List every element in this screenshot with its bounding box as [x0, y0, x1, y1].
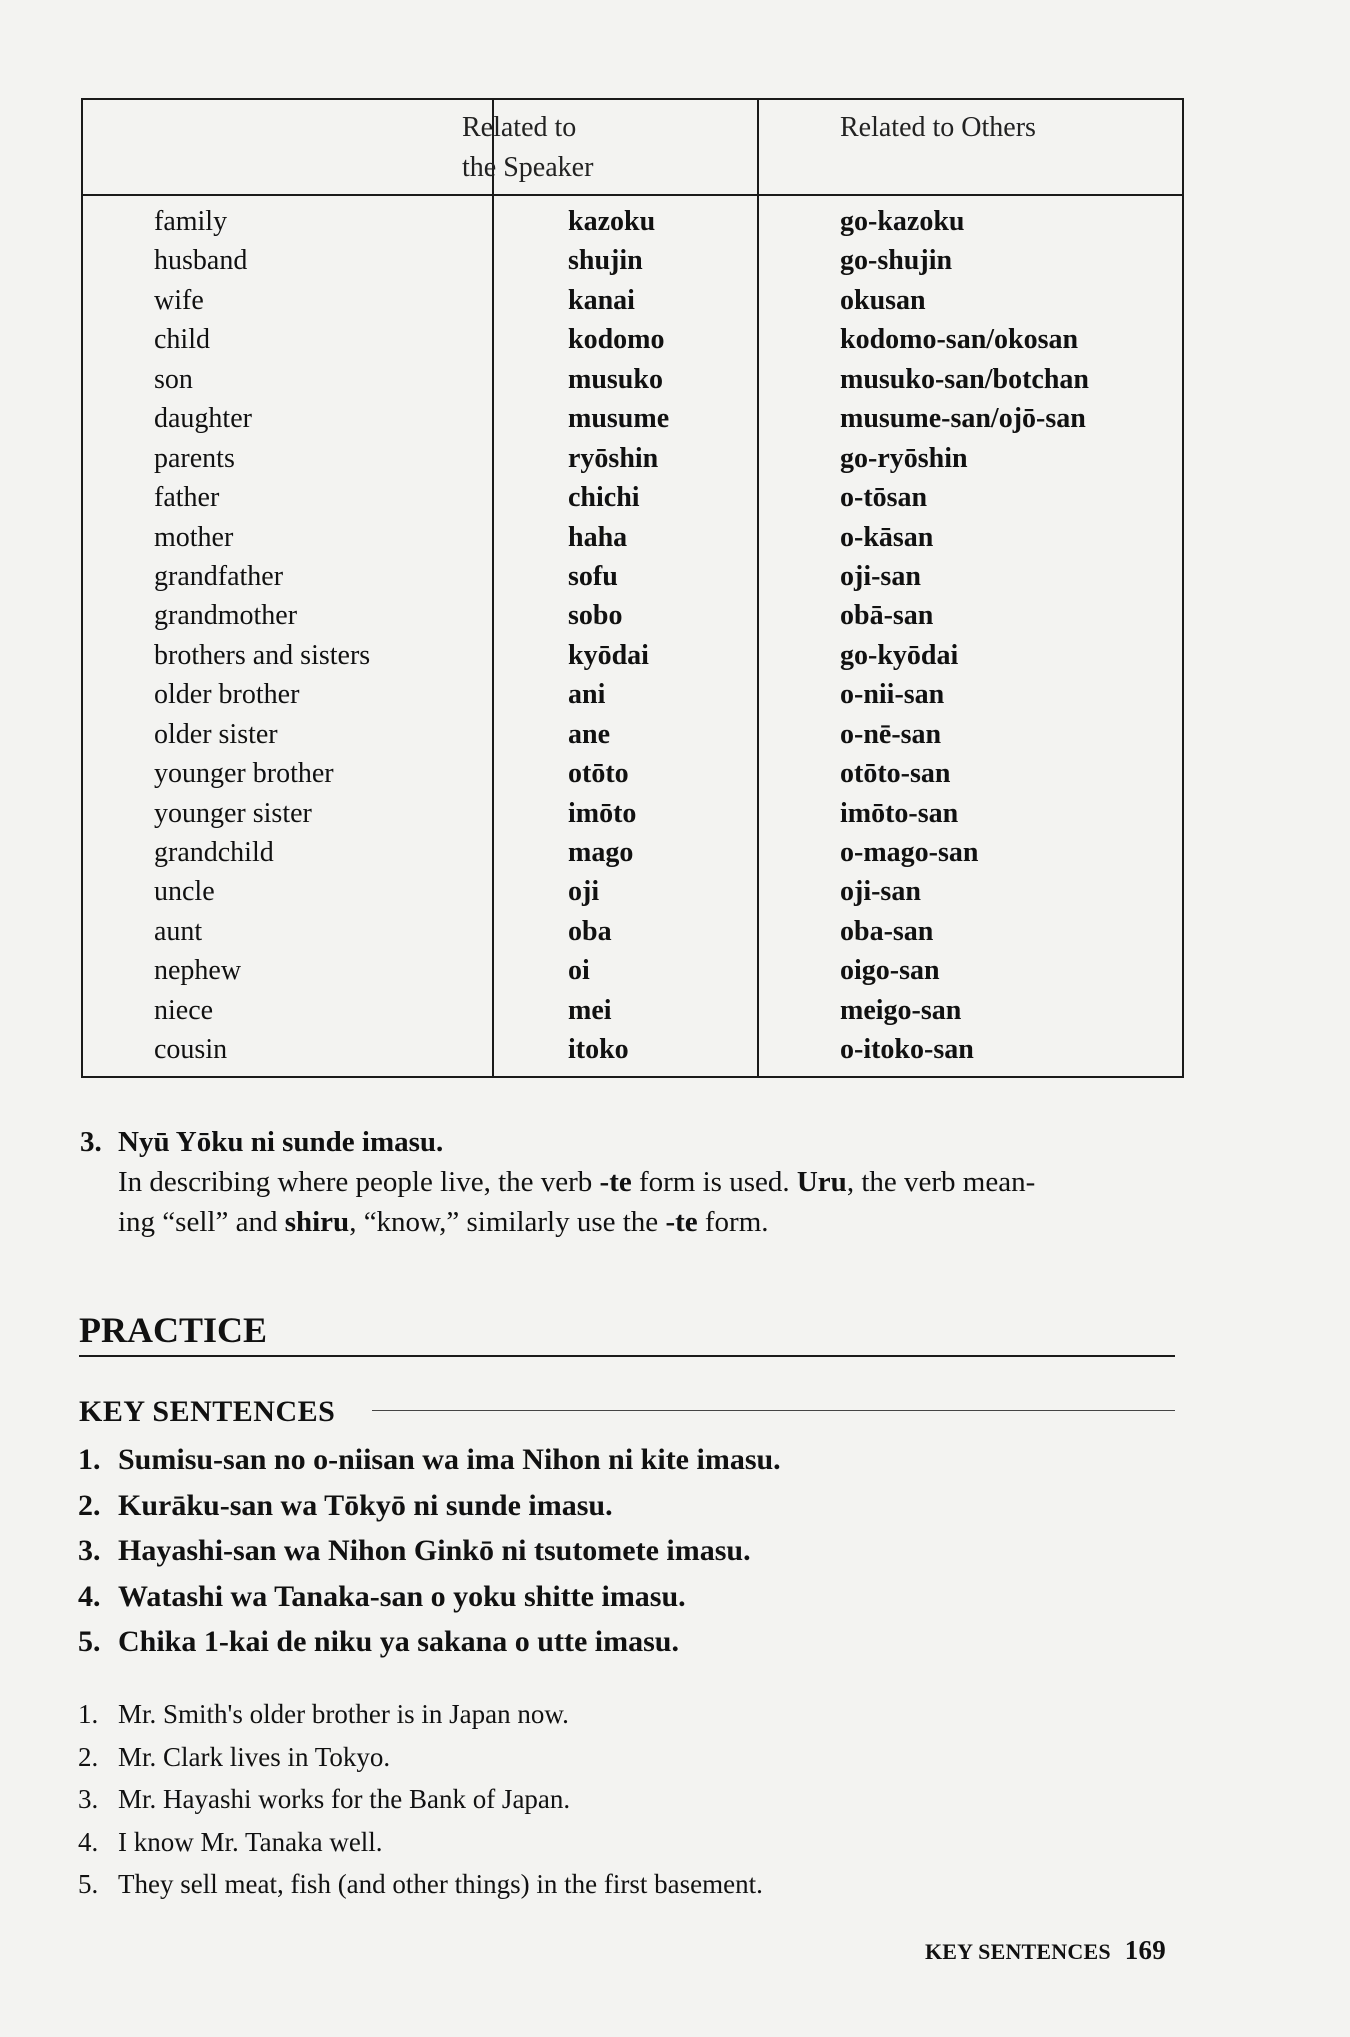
- term-speaker: sofu: [568, 560, 618, 592]
- term-english: brothers and sisters: [154, 639, 371, 671]
- note-term: -te: [599, 1166, 632, 1198]
- term-others: okusan: [840, 284, 926, 316]
- column-header-speaker-line1: Related to: [462, 112, 577, 143]
- key-sentence: [78, 1528, 781, 1574]
- term-english: younger brother: [154, 758, 334, 790]
- practice-rule: [79, 1355, 1175, 1357]
- term-others: go-ryōshin: [840, 442, 968, 474]
- term-speaker: ane: [568, 718, 610, 750]
- term-others: go-kyōdai: [840, 639, 959, 671]
- term-speaker: kanai: [568, 284, 635, 316]
- term-english: older sister: [154, 718, 278, 750]
- translation-text: I know Mr. Tanaka well.: [118, 1826, 383, 1857]
- term-english: family: [154, 206, 228, 237]
- key-sentence-number: 4.: [78, 1579, 101, 1613]
- term-others: go-kazoku: [840, 206, 965, 237]
- translation-number: 4.: [78, 1826, 99, 1857]
- term-english: father: [154, 482, 220, 514]
- key-sentence-number: 1.: [78, 1443, 101, 1476]
- term-english: nephew: [154, 955, 242, 987]
- term-others: meigo-san: [840, 994, 962, 1026]
- translation-text: Mr. Smith's older brother is in Japan now.: [118, 1699, 569, 1729]
- term-others: obā-san: [840, 600, 934, 632]
- term-speaker: otōto: [568, 758, 629, 790]
- term-english: grandfather: [154, 560, 284, 592]
- translations-list: [78, 1693, 763, 1906]
- term-speaker: kyōdai: [568, 639, 649, 671]
- term-speaker: chichi: [568, 482, 640, 514]
- page-footer: [925, 1934, 1166, 1968]
- translation-text: They sell meat, fish (and other things) in the first basement.: [118, 1869, 763, 1899]
- key-sentence-text: Hayashi-san wa Nihon Ginkō ni tsutomete imasu.: [118, 1534, 751, 1567]
- column-header-others: Related to Others: [840, 112, 1036, 143]
- key-sentence-text: Watashi wa Tanaka-san o yoku shitte imasu.: [118, 1579, 686, 1613]
- term-others: kodomo-san/okosan: [840, 324, 1079, 356]
- term-english: grandmother: [154, 600, 298, 632]
- note-number: 3.: [80, 1126, 102, 1158]
- page-number: 169: [1124, 1935, 1166, 1965]
- key-sentences-list: [78, 1437, 781, 1665]
- term-english: son: [154, 363, 193, 395]
- others-column: [840, 202, 1089, 1070]
- term-english: aunt: [154, 915, 203, 947]
- term-others: oji-san: [840, 876, 921, 908]
- key-sentence-number: 5.: [78, 1625, 101, 1658]
- column-divider: [492, 100, 494, 1076]
- term-others: o-nii-san: [840, 679, 945, 711]
- term-speaker: oi: [568, 955, 590, 987]
- term-others: oba-san: [840, 915, 934, 947]
- term-others: o-itoko-san: [840, 1034, 974, 1066]
- note-text: In describing where people live, the verb: [118, 1166, 600, 1198]
- key-sentence: [78, 1437, 781, 1483]
- english-column: [154, 202, 370, 1070]
- note-text: , the verb mean-: [846, 1166, 1036, 1198]
- translation: [78, 1693, 763, 1736]
- translation-number: 5.: [78, 1869, 99, 1899]
- term-speaker: oba: [568, 915, 612, 947]
- key-sentence-text: Chika 1-kai de niku ya sakana o utte imasu.: [118, 1625, 679, 1658]
- key-sentence-text: Sumisu-san no o-niisan wa ima Nihon ni kite imasu.: [118, 1443, 781, 1476]
- term-others: imōto-san: [840, 797, 959, 829]
- key-sentence: [78, 1574, 781, 1620]
- term-english: child: [154, 324, 210, 356]
- term-others: otōto-san: [840, 758, 951, 790]
- term-english: husband: [154, 245, 248, 277]
- term-others: o-kāsan: [840, 521, 934, 553]
- term-english: wife: [154, 284, 204, 316]
- term-others: go-shujin: [840, 245, 953, 277]
- note-term: -te: [665, 1206, 698, 1238]
- term-english: uncle: [154, 876, 215, 908]
- term-others: oigo-san: [840, 955, 940, 987]
- term-english: mother: [154, 521, 234, 553]
- translation-text: Mr. Hayashi works for the Bank of Japan.: [118, 1784, 571, 1814]
- term-speaker: musuko: [568, 363, 663, 395]
- term-speaker: ani: [568, 679, 606, 711]
- term-others: o-nē-san: [840, 718, 942, 750]
- translation-text: Mr. Clark lives in Tokyo.: [118, 1741, 391, 1772]
- translation-number: 3.: [78, 1784, 99, 1814]
- speaker-column: [568, 202, 669, 1070]
- term-others: musuko-san/botchan: [840, 363, 1089, 395]
- practice-heading: PRACTICE: [79, 1310, 268, 1350]
- term-speaker: kodomo: [568, 324, 665, 356]
- term-speaker: itoko: [568, 1034, 629, 1066]
- term-others: o-mago-san: [840, 837, 979, 868]
- note-body: [118, 1162, 1190, 1242]
- key-sentence-text: Kurāku-san wa Tōkyō ni sunde imasu.: [118, 1488, 613, 1522]
- translation: [78, 1821, 763, 1864]
- header-divider: [83, 194, 1182, 196]
- term-english: cousin: [154, 1034, 228, 1066]
- term-others: o-tōsan: [840, 482, 928, 514]
- term-speaker: imōto: [568, 797, 637, 829]
- running-footer: KEY SENTENCES: [925, 1939, 1111, 1964]
- term-english: niece: [154, 994, 214, 1026]
- translation-number: 2.: [78, 1741, 99, 1772]
- column-divider: [757, 100, 759, 1076]
- grammar-note: [80, 1122, 1190, 1242]
- note-title: Nyū Yōku ni sunde imasu.: [118, 1126, 444, 1158]
- key-sentence-number: 2.: [78, 1488, 101, 1522]
- term-english: daughter: [154, 403, 252, 435]
- term-english: older brother: [154, 679, 300, 711]
- translation: [78, 1736, 763, 1779]
- term-speaker: kazoku: [568, 206, 656, 237]
- term-speaker: mago: [568, 837, 634, 868]
- note-term: shiru: [284, 1206, 350, 1238]
- term-speaker: haha: [568, 521, 628, 553]
- term-english: parents: [154, 442, 235, 474]
- note-text: form is used.: [631, 1166, 797, 1198]
- note-term: Uru: [796, 1166, 847, 1198]
- key-sentences-heading: KEY SENTENCES: [79, 1395, 336, 1428]
- term-english: grandchild: [154, 837, 274, 868]
- key-sentences-rule: [372, 1410, 1175, 1411]
- term-speaker: musume: [568, 403, 670, 435]
- term-speaker: shujin: [568, 245, 643, 277]
- term-speaker: mei: [568, 994, 612, 1026]
- term-others: musume-san/ojō-san: [840, 403, 1086, 435]
- term-english: younger sister: [154, 797, 312, 829]
- note-text: form.: [697, 1206, 769, 1238]
- key-sentence: [78, 1483, 781, 1529]
- key-sentence: [78, 1619, 781, 1665]
- term-speaker: sobo: [568, 600, 623, 632]
- note-text: , “know,” similarly use the: [349, 1206, 666, 1238]
- translation: [78, 1778, 763, 1821]
- note-text: ing “sell” and: [118, 1206, 285, 1238]
- term-speaker: oji: [568, 876, 600, 908]
- term-speaker: ryōshin: [568, 442, 659, 474]
- column-header-speaker-line2: the Speaker: [462, 152, 594, 183]
- key-sentence-number: 3.: [78, 1534, 101, 1567]
- translation-number: 1.: [78, 1699, 99, 1729]
- term-others: oji-san: [840, 560, 921, 592]
- column-header-speaker: [462, 108, 692, 188]
- translation: [78, 1863, 763, 1906]
